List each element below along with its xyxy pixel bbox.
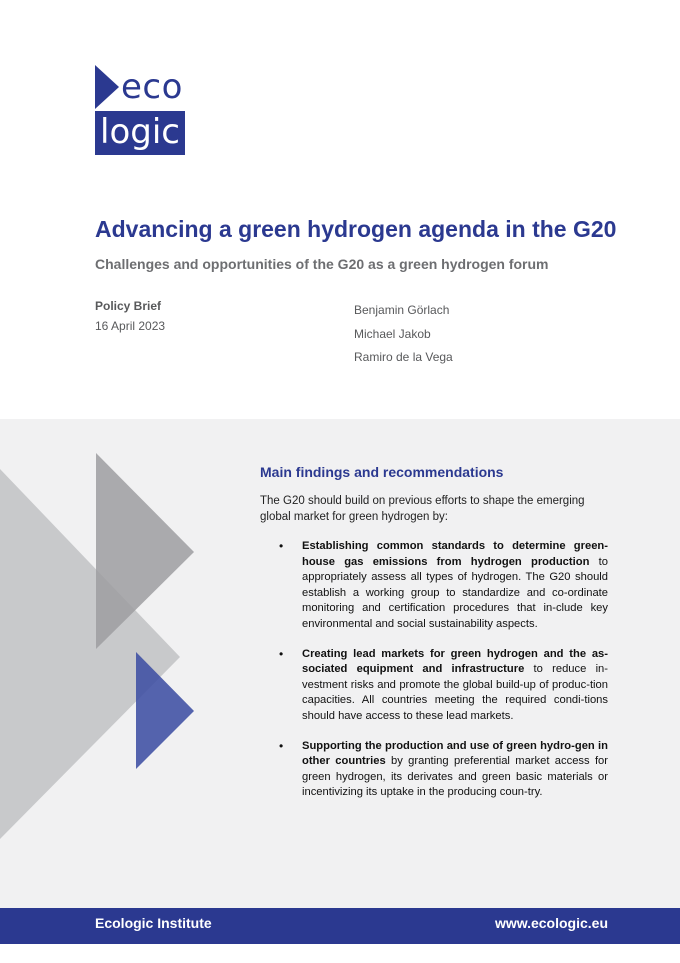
- finding-item: [302, 739, 608, 801]
- findings-heading: Main findings and recommendations: [260, 464, 504, 480]
- footer-bar: [0, 908, 680, 944]
- footer-website-link[interactable]: www.ecologic.eu: [494, 915, 608, 931]
- dark-grey-triangle-icon: [96, 453, 194, 649]
- findings-list: [260, 539, 608, 801]
- document-title: Advancing a green hydrogen agenda in the G20: [95, 216, 617, 242]
- finding-text: to reduce in-vestment risks and promote the global build-up of produc-tion capacities. All countries meeting the required condi-tions should have access to these lead markets.: [302, 663, 609, 722]
- findings-panel: [0, 419, 680, 909]
- findings-intro: The G20 should build on previous efforts to shape the emerging global market for green hydrogen by:: [260, 495, 585, 523]
- author-name: Ramiro de la Vega: [354, 350, 453, 364]
- document-date: 16 April 2023: [95, 319, 166, 333]
- findings-section: [260, 464, 608, 815]
- finding-bold-lead: Creating lead markets for green hydrogen and the as-sociated equipment and infrastructure: [302, 647, 608, 676]
- finding-bold-lead: Establishing common standards to determine green-house gas emissions from hydrogen production: [302, 540, 608, 568]
- finding-item: [302, 647, 608, 725]
- logo-eco-text: eco: [121, 67, 183, 107]
- document-type: Policy Brief: [95, 299, 162, 313]
- finding-bold-lead: Supporting the production and use of green hydro-gen in other countries: [302, 739, 608, 768]
- author-name: Benjamin Görlach: [354, 303, 450, 317]
- finding-item: [302, 539, 608, 633]
- logo-logic-text: logic: [100, 112, 180, 152]
- document-subtitle: Challenges and opportunities of the G20 as a green hydrogen forum: [95, 256, 549, 272]
- author-list: [354, 299, 453, 370]
- logo-logic-box: [95, 111, 185, 155]
- ecologic-logo: [95, 65, 185, 155]
- footer-institute-name: Ecologic Institute: [95, 915, 212, 931]
- finding-text: to appropriately assess all types of hydrogen. The G20 should establish a working group to standardize and co-ordinate monitoring and certification procedures that in-clude key environmental and social sustainability aspects.: [302, 555, 608, 630]
- finding-text: by granting preferential market access for green hydrogen, its derivates and green basic materials or incentivizing its uptake in the producing coun-try.: [302, 755, 608, 799]
- author-name: Michael Jakob: [354, 326, 431, 341]
- logo-triangle-icon: [95, 65, 119, 109]
- decorative-triangles-graphic: [0, 419, 240, 909]
